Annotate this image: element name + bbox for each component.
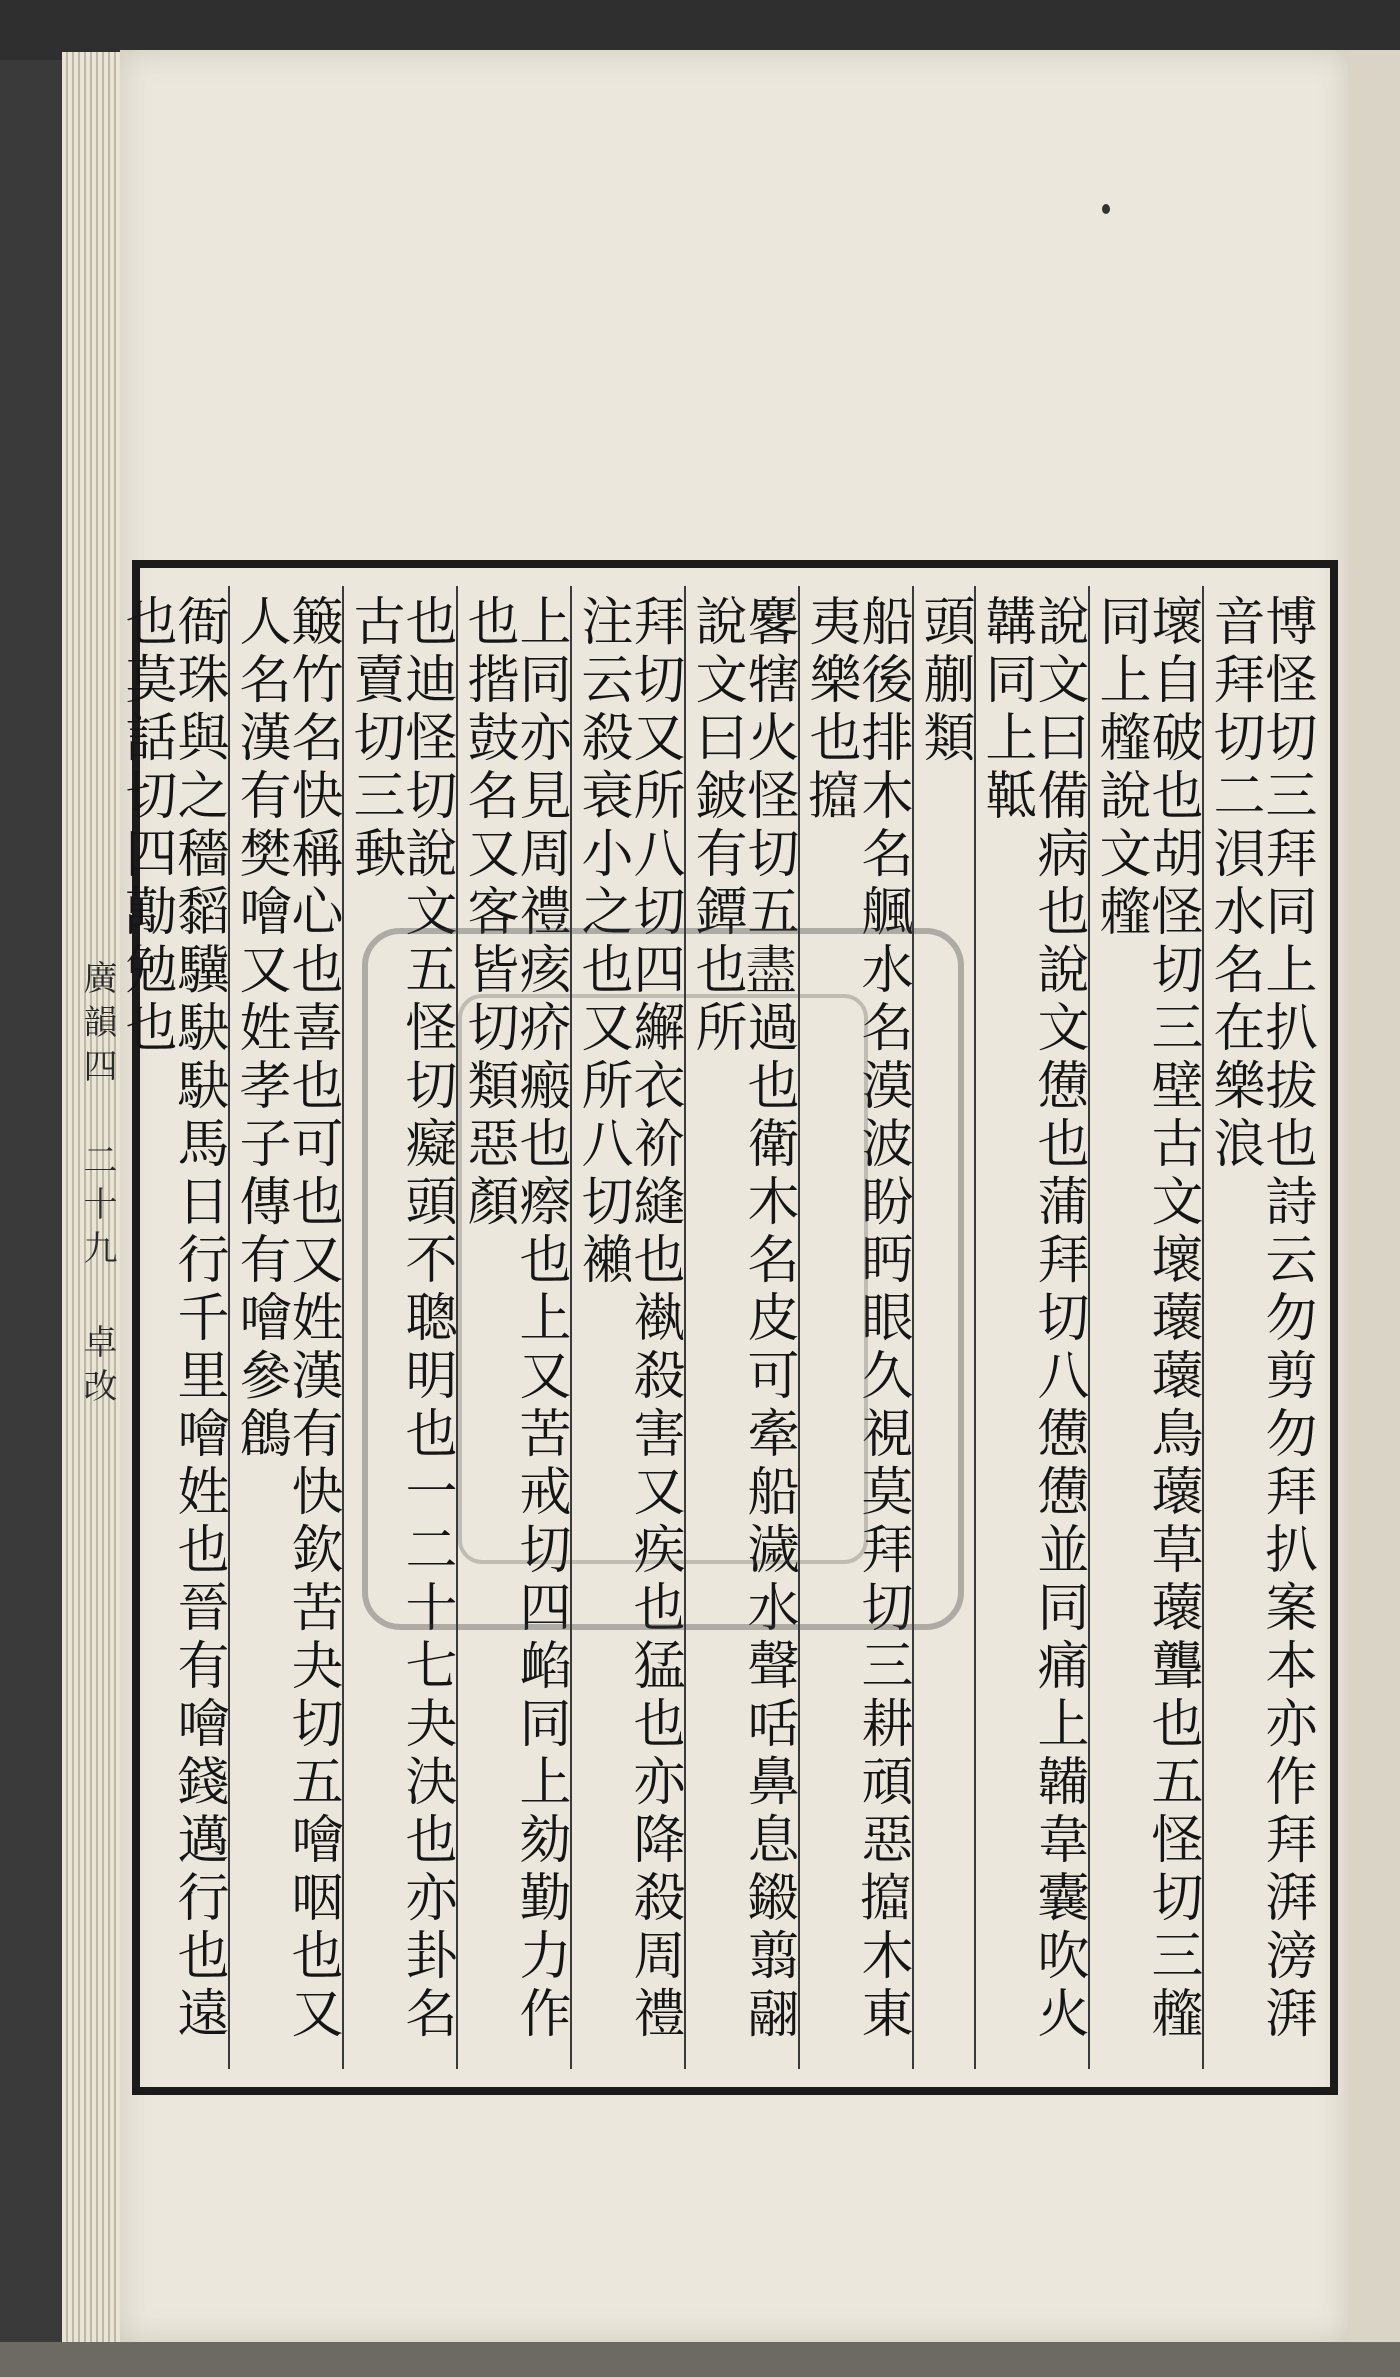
text-column-11: 衙珠與之穡䵚驥駃駃馬日行千里噲姓也晉有噲錢邁行也遠也莫話切四勱勉也 <box>116 594 228 2044</box>
text-column-8: 上同亦見周禮痎疥瘢也瘵也上又苦戒切四䘓同上劾勤力作也揩鼓名又客皆切類惡顏 <box>456 586 570 2069</box>
text-column-10: 簸竹名快稱心也喜也可也又姓漢有快欽苦夬切五噲咽也又人名漢有樊噲又姓孝子傳有噲參鶬 <box>228 586 342 2069</box>
text-column-7: 拜切又所八切四繲衣衸縫也褹殺害又疾也猛也亦降殺周禮注云殺衰小之也又所八切襰 <box>570 586 684 2069</box>
ink-speck <box>1102 204 1110 214</box>
text-column-4: 頭蒯類 <box>912 586 974 2069</box>
text-column-1: 博怪切三拜同上扒拔也詩云勿剪勿拜扒案本亦作拜湃滂湃音拜切二浿水名在樂浪 <box>1202 586 1316 2069</box>
text-column-9: 也迪怪切說文五怪切癡頭不聰明也一二十七夬決也亦卦名古賣切三𡙇 <box>342 586 456 2069</box>
text-column-6: 𪊲犗火怪切五𧗊過也衛木名皮可牽船濊水聲咶鼻息鎩翦翮說文曰鈹有鐔也所 <box>684 586 798 2069</box>
page-right-edge <box>1348 50 1400 2342</box>
seal-inner-border <box>458 994 868 1564</box>
text-column-5: 船後排木名䑺水名漠波盼眄眼久視莫拜切三耕頑惡𢷈木東夷樂也𢷈 <box>798 586 912 2069</box>
scan-background-bottom <box>0 2342 1400 2377</box>
text-column-2: 壞自破也胡怪切三壁古文壞蘾蘾鳥蘾草蘾聾也五怪切三䪣同上䪣說文䪣 <box>1088 586 1202 2069</box>
faint-seal-stamp <box>362 928 964 1630</box>
page-margin-label: 廣韻四 二十九 卓改 <box>77 960 117 1412</box>
text-column-3: 說文曰備病也說文憊也蒲拜切八憊憊並同痛上韛韋囊吹火韝同上䩚 <box>974 586 1088 2069</box>
